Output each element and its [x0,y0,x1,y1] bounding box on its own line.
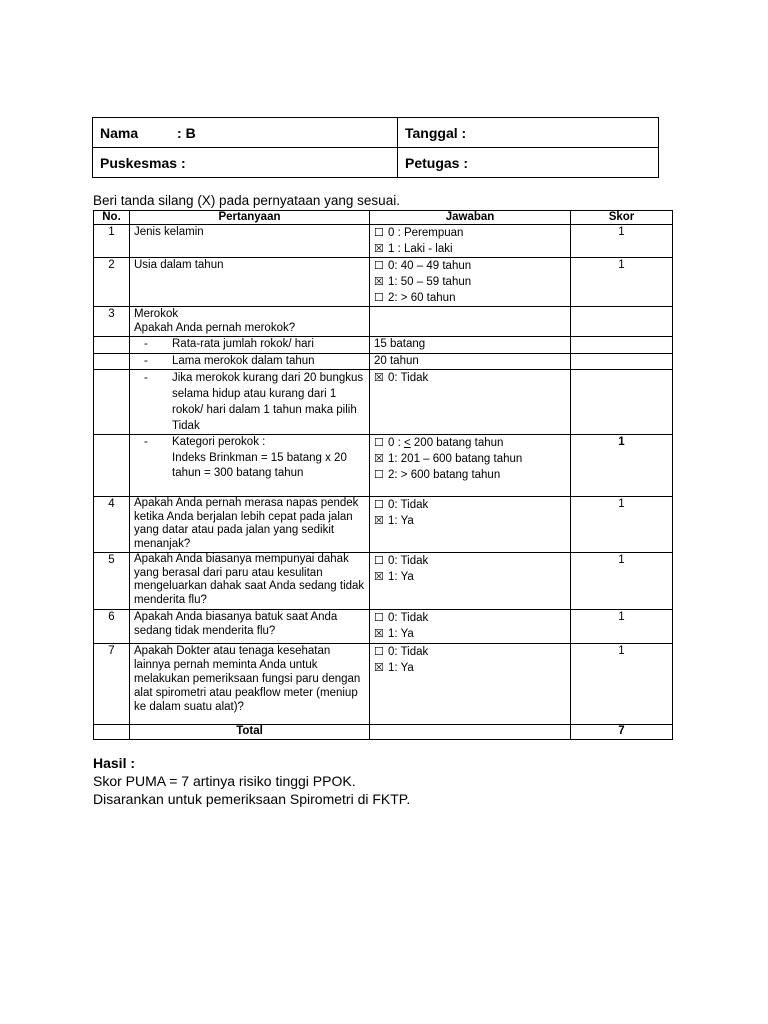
option-label: 2: > 60 tahun [388,292,456,304]
answer-cell [370,644,571,725]
result-title: Hasil : [93,755,136,771]
checked-box-icon[interactable]: ☒ [374,661,384,674]
col-header-jawaban: Jawaban [370,211,571,225]
question-text: Jenis kelamin [130,225,370,258]
table-header-row [94,211,673,225]
answer-option[interactable] [374,644,566,660]
sub-question: - Lama merokok dalam tahun [130,353,370,370]
answer-option[interactable] [374,513,566,529]
option-label: 0 : Perempuan [388,227,464,239]
unchecked-box-icon[interactable]: ☐ [374,291,384,304]
row-number: 7 [94,644,130,725]
answer-cell [370,225,571,258]
answer-option[interactable] [374,241,566,257]
score-value: 1 [571,497,673,553]
option-label: 0: Tidak [388,646,429,658]
answer-option[interactable] [374,553,566,569]
score-value: 1 [571,435,673,497]
col-header-no: No. [94,211,130,225]
answer-option[interactable] [374,225,566,241]
sub-question-text: Kategori perokok : [172,436,266,448]
answer-cell [370,497,571,553]
table-row [94,497,673,553]
result-line-score: Skor PUMA = 7 artinya risiko tinggi PPOK. [93,773,356,789]
score-value: 1 [571,644,673,725]
answer-option[interactable] [374,610,566,626]
question-title: Merokok [134,308,179,320]
petugas-field[interactable]: Petugas : [398,148,659,178]
sub-question: - Jika merokok kurang dari 20 bungkus selama hidup atau kurang dari 1 rokok/ hari dalam 1 tahun maka pilih Tidak [130,370,370,435]
checked-box-icon[interactable]: ☒ [374,242,384,255]
answer-option[interactable] [374,370,566,387]
option-label: 1: Ya [388,515,414,527]
answer-value[interactable]: 20 tahun [370,353,571,370]
table-row [94,225,673,258]
answer-option[interactable] [374,569,566,585]
table-row [94,644,673,725]
col-header-skor: Skor [571,211,673,225]
sub-question-text: Lama merokok dalam tahun [172,354,315,367]
unchecked-box-icon[interactable]: ☐ [374,436,384,449]
sub-question: - Kategori perokok : Indeks Brinkman = 15 batang x 20 tahun = 300 batang tahun [130,435,370,497]
checked-box-icon[interactable]: ☒ [374,452,384,465]
puskesmas-field[interactable]: Puskesmas : [93,148,398,178]
result-section [93,754,410,808]
question-text: Apakah Dokter atau tenaga kesehatan lainnya pernah meminta Anda untuk melakukan pemeriksaan fungsi paru dengan alat spirometri atau peakflow meter (meniup ke dalam suatu alat)? [130,644,370,725]
option-label: 0: Tidak [388,499,429,511]
row-number: 2 [94,258,130,307]
unchecked-box-icon[interactable]: ☐ [374,226,384,239]
unchecked-box-icon[interactable]: ☐ [374,645,384,658]
row-number: 5 [94,553,130,610]
tanggal-field[interactable]: Tanggal : [398,118,659,148]
answer-option[interactable] [374,626,566,642]
row-number: 4 [94,497,130,553]
nama-field[interactable]: Nama : B [93,118,398,148]
sub-question: - Rata-rata jumlah rokok/ hari [130,337,370,354]
question-text: Usia dalam tahun [130,258,370,307]
answer-option[interactable] [374,274,566,290]
answer-option[interactable] [374,467,566,483]
unchecked-box-icon[interactable]: ☐ [374,498,384,511]
unchecked-box-icon[interactable]: ☐ [374,611,384,624]
table-row [94,258,673,307]
option-label: 1: Ya [388,662,414,674]
row-number: 1 [94,225,130,258]
score-value: 1 [571,610,673,644]
identity-table [92,117,659,178]
unchecked-box-icon[interactable]: ☐ [374,468,384,481]
answer-cell [370,370,571,435]
answer-cell [370,553,571,610]
answer-option[interactable] [374,258,566,274]
checked-box-icon[interactable]: ☒ [374,275,384,288]
option-label: 1: 50 – 59 tahun [388,276,472,288]
puma-questionnaire-table [93,210,673,740]
total-score: 7 [571,725,673,740]
sub-question-text: Rata-rata jumlah rokok/ hari [172,338,314,350]
brinkman-index: Indeks Brinkman = 15 batang x 20 tahun = 300 batang tahun [172,451,347,479]
answer-option[interactable] [374,660,566,676]
instruction-text: Beri tanda silang (X) pada pernyataan yang sesuai. [93,193,400,208]
option-label: 1: 201 – 600 batang tahun [388,453,523,465]
score-value: 1 [571,553,673,610]
row-number: 6 [94,610,130,644]
answer-option[interactable] [374,290,566,306]
option-label: 1: Ya [388,628,414,640]
row-number: 3 [94,307,130,337]
table-row [94,610,673,644]
checked-box-icon[interactable]: ☒ [374,371,384,384]
option-label: 0: Tidak [388,612,429,624]
option-label: 0: Tidak [388,372,429,384]
total-row [94,725,673,740]
checked-box-icon[interactable]: ☒ [374,627,384,640]
table-row [94,307,673,337]
table-row [94,553,673,610]
checked-box-icon[interactable]: ☒ [374,570,384,583]
table-row [94,353,673,370]
table-row [94,337,673,354]
answer-value[interactable]: 15 batang [370,337,571,354]
option-label: 0: 40 – 49 tahun [388,260,472,272]
answer-cell [370,307,571,337]
question-text: Apakah Anda biasanya batuk saat Anda sedang tidak menderita flu? [130,610,370,644]
answer-option[interactable]: ☐ 0 : < 200 batang tahun [374,436,504,449]
table-row [94,370,673,435]
score-value: 1 [571,225,673,258]
answer-cell [370,435,571,497]
question-subtitle: Apakah Anda pernah merokok? [134,322,296,334]
unchecked-box-icon[interactable]: ☐ [374,554,384,567]
option-label: 1: Ya [388,571,414,583]
answer-cell [370,610,571,644]
option-label: 2: > 600 batang tahun [388,469,501,481]
question-text: Apakah Anda pernah merasa napas pendek ketika Anda berjalan lebih cepat pada jalan yang datar atau pada jalan yang sedikit menanjak? [130,497,370,553]
score-value: 1 [571,258,673,307]
answer-option[interactable] [374,497,566,513]
question-text [130,307,370,337]
result-line-recommendation: Disarankan untuk pemeriksaan Spirometri di FKTP. [93,791,411,807]
option-label: 0: Tidak [388,555,429,567]
answer-option[interactable] [374,451,566,467]
checked-box-icon[interactable]: ☒ [374,514,384,527]
option-label: 1 : Laki - laki [388,243,453,255]
total-label: Total [130,725,370,740]
sub-question-text: Jika merokok kurang dari 20 bungkus selama hidup atau kurang dari 1 rokok/ hari dalam 1 tahun maka pilih Tidak [172,372,364,432]
table-row [94,435,673,497]
question-text: Apakah Anda biasanya mempunyai dahak yang berasal dari paru atau kesulitan mengeluarkan dahak saat Anda sedang tidak menderita flu? [130,553,370,610]
score-cell [571,307,673,337]
col-header-pertanyaan: Pertanyaan [130,211,370,225]
unchecked-box-icon[interactable]: ☐ [374,259,384,272]
answer-cell [370,258,571,307]
